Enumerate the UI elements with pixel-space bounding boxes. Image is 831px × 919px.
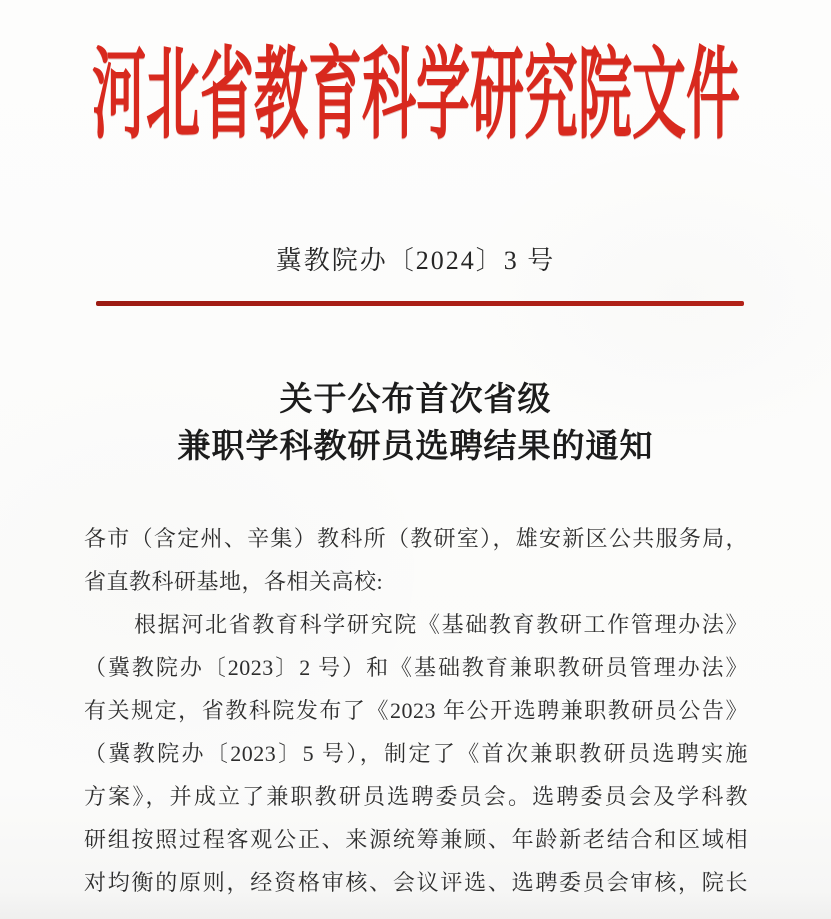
body-line-paragraph: （冀教院办〔2023〕5 号），制定了《首次兼职教研员选聘实施 [84,741,748,766]
document-body [84,517,748,904]
body-line-recipients-1: 各市（含定州、辛集）教科所（教研室），雄安新区公共服务局， [84,526,748,551]
document-title-line-1: 关于公布首次省级 [279,382,552,418]
issuing-org-masthead: 河北省教育科学研究院文件 [91,40,740,151]
body-line-paragraph: 研组按照过程客观公正、来源统筹兼顾、年龄新老结合和区域相 [84,827,748,852]
document-header [0,42,831,150]
body-line-paragraph: 根据河北省教育科学研究院《基础教育教研工作管理办法》 [134,612,748,637]
document-title-line-2: 兼职学科教研员选聘结果的通知 [177,429,654,465]
document-title [0,377,831,471]
body-line-paragraph: 方案》，并成立了兼职教研员选聘委员会。选聘委员会及学科教 [84,784,748,809]
body-line-paragraph: （冀教院办〔2023〕2 号）和《基础教育兼职教研员管理办法》 [84,655,748,680]
body-line-paragraph: 对均衡的原则，经资格审核、会议评选、选聘委员会审核，院长 [84,870,748,895]
body-line-recipients-2: 省直教科研基地，各相关高校: [84,569,384,594]
body-line-paragraph: 有关规定，省教科院发布了《2023 年公开选聘兼职教研员公告》 [84,698,748,723]
document-number: 冀教院办〔2024〕3 号 [275,246,556,275]
red-divider-line [96,301,744,306]
